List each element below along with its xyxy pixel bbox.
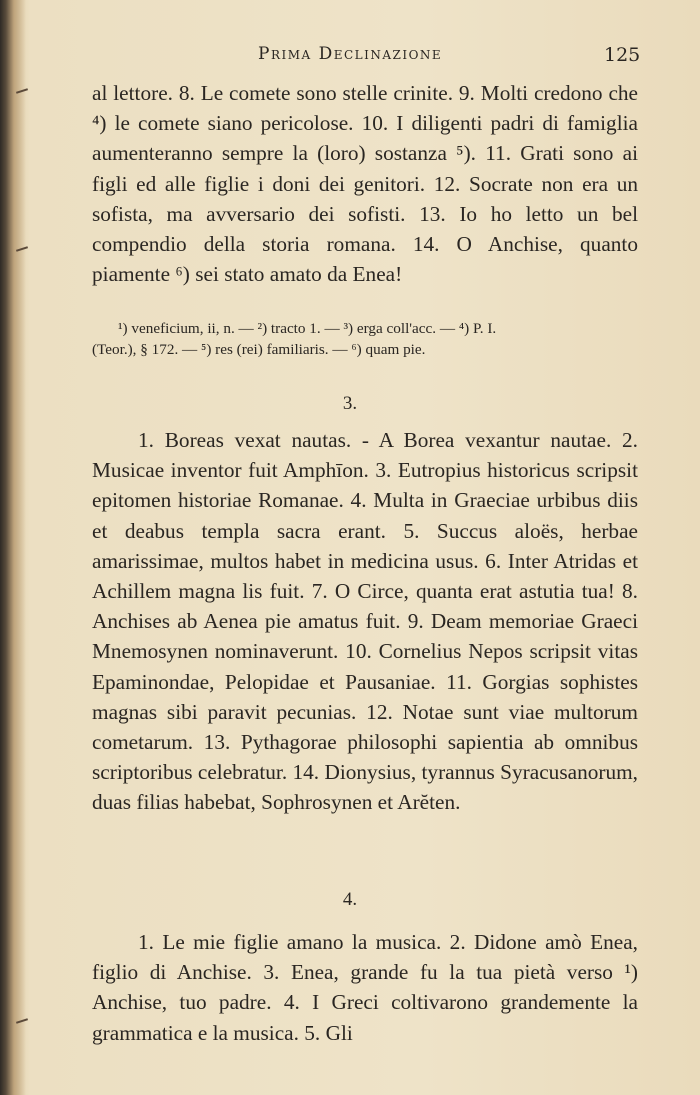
- footnote-line: (Teor.), § 172. — ⁵) res (rei) familiaris. — ⁶) quam pie.: [92, 341, 426, 358]
- section-number: 3.: [342, 393, 358, 414]
- page-number: 125: [604, 44, 641, 66]
- running-header: Prima Declinazione: [258, 44, 443, 64]
- section-4-text: [92, 927, 638, 1048]
- paragraph-text: 1. Le mie figlie amano la musica. 2. Didone amò Enea, figlio di Anchise. 3. Enea, grande fu la tua pietà verso ¹) Anchise, tuo padre. 4. I Greci coltivarono grandemente la grammatica e la musica. 5. Gli: [92, 930, 638, 1045]
- footnotes: [92, 318, 638, 360]
- paragraph-text: 1. Boreas vexat nautas. - A Borea vexantur nautae. 2. Musicae inventor fuit Amphīon. 3. Eutropius historicus scripsit epitomen historiae Romanae. 4. Multa in Graeciae urbibus diis et deabus templa sacra erant. 5. Succus aloës, herbae amarissimae, multos habet in medicina usus. 6. Inter Atridas et Achillem magna lis fuit. 7. O Circe, quanta erat astutia tua! 8. Anchises ab Aenea pie amatus fuit. 9. Deam memoriae Graeci Mnemosynen nominaverunt. 10. Cornelius Nepos scripsit vitas Epaminondae, Pelopidae et Pausaniae. 11. Gorgias sophistes magnas sibi paravit pecunias. 12. Notae sunt viae multorum cometarum. 13. Pythagorae philosophi sapientia ab omnibus scriptoribus celebratur. 14. Dionysius, tyrannus Syracusanorum, duas filias habebat, Sophrosynen et Arĕten.: [92, 428, 638, 815]
- paragraph-text: al lettore. 8. Le comete sono stelle crinite. 9. Molti credono che ⁴) le comete siano pericolose. 10. I diligenti padri di famiglia aumenteranno sempre la (loro) sostanza ⁵). 11. Grati sono ai figli ed alle figlie i doni dei genitori. 12. Socrate non era un sofista, ma avversario dei sofisti. 13. Io ho letto un bel compendio della storia romana. 14. O Anchise, quanto piamente ⁶) sei stato amato da Enea!: [92, 81, 638, 287]
- footnote-line: ¹) veneficium, ii, n. — ²) tracto 1. — ³) erga coll'acc. — ⁴) P. I.: [118, 320, 497, 337]
- top-paragraph: [92, 78, 638, 289]
- section-3-text: [92, 425, 638, 818]
- section-number: 4.: [342, 889, 358, 910]
- page-binding: [0, 0, 26, 1095]
